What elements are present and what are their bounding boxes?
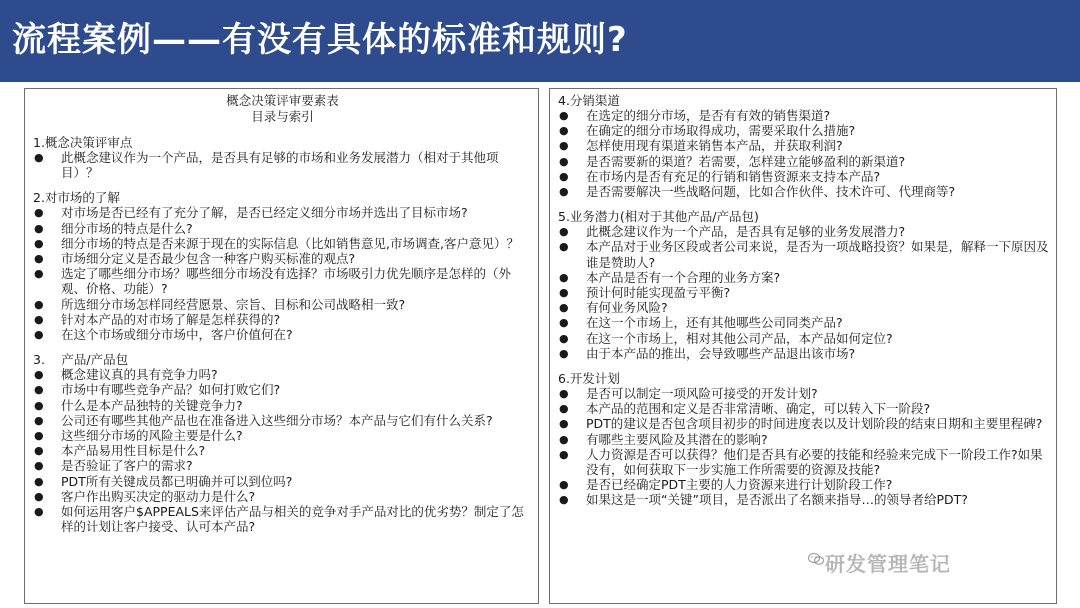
item-text: 细分市场的特点是否来源于现在的实际信息（比如销售意见,市场调查,客户意见）？ bbox=[61, 235, 519, 251]
right-panel bbox=[549, 88, 1057, 604]
header-line2: 目录与索引 bbox=[251, 109, 314, 124]
bullet-icon: ● bbox=[559, 185, 569, 199]
item-text: 是否已经确定PDT主要的人力资源来进行计划阶段工作? bbox=[586, 477, 893, 493]
list-item bbox=[33, 489, 532, 504]
list-item bbox=[33, 297, 532, 312]
list-item bbox=[33, 236, 532, 251]
list-item bbox=[558, 154, 1050, 169]
item-text: 在这个市场或细分市场中，客户价值何在? bbox=[61, 327, 293, 343]
item-text: 是否需要解决一些战略问题，比如合作伙伴、技术许可、代理商等? bbox=[586, 184, 956, 200]
list-item bbox=[33, 205, 532, 220]
left-header bbox=[33, 93, 532, 125]
list-item bbox=[558, 331, 1050, 346]
bullet-icon: ● bbox=[34, 297, 44, 311]
list-item bbox=[33, 398, 532, 413]
item-text: 有何业务风险? bbox=[586, 300, 668, 316]
bullet-icon: ● bbox=[559, 124, 569, 138]
item-text: 预计何时能实现盈亏平衡? bbox=[586, 285, 731, 301]
list-item bbox=[558, 285, 1050, 300]
bullet-icon: ● bbox=[34, 383, 44, 397]
bullet-icon: ● bbox=[559, 316, 569, 330]
bullet-icon: ● bbox=[559, 139, 569, 153]
bullet-icon: ● bbox=[34, 221, 44, 235]
item-text: 市场中有哪些竞争产品？如何打败它们? bbox=[61, 382, 281, 398]
bullet-icon: ● bbox=[34, 505, 44, 519]
bullet-icon: ● bbox=[559, 286, 569, 300]
section-list bbox=[33, 150, 532, 180]
bullet-icon: ● bbox=[559, 225, 569, 239]
item-text: 本产品易用性目标是什么? bbox=[61, 443, 206, 459]
item-text: 有哪些主要风险及其潜在的影响? bbox=[586, 431, 768, 447]
item-text: 此概念建议作为一个产品，是否具有足够的市场和业务发展潜力（相对于其他项目）？ bbox=[61, 150, 499, 181]
item-text: 公司还有哪些其他产品也在准备进入这些细分市场？本产品与它们有什么关系? bbox=[61, 412, 493, 428]
list-item bbox=[558, 315, 1050, 330]
section-list bbox=[33, 367, 532, 534]
list-item bbox=[558, 224, 1050, 239]
bullet-icon: ● bbox=[559, 154, 569, 168]
list-item bbox=[558, 138, 1050, 153]
list-item bbox=[33, 312, 532, 327]
list-item bbox=[33, 266, 532, 296]
item-text: 所选细分市场怎样同经营愿景、宗旨、目标和公司战略相一致? bbox=[61, 296, 406, 312]
item-text: 本产品是否有一个合理的业务方案? bbox=[586, 269, 781, 285]
watermark-text: 研发管理笔记 bbox=[825, 552, 951, 576]
bullet-icon: ● bbox=[34, 474, 44, 488]
item-text: 本产品的范围和定义是否非常清晰、确定，可以转入下一阶段? bbox=[586, 401, 931, 417]
list-item bbox=[558, 401, 1050, 416]
bullet-icon: ● bbox=[34, 328, 44, 342]
list-item bbox=[33, 443, 532, 458]
list-item bbox=[33, 504, 532, 534]
item-text: 客户作出购买决定的驱动力是什么? bbox=[61, 488, 256, 504]
bullet-icon: ● bbox=[559, 387, 569, 401]
bullet-icon: ● bbox=[559, 301, 569, 315]
section-title: 1.概念决策评审点 bbox=[33, 135, 133, 150]
bullet-icon: ● bbox=[559, 447, 569, 461]
list-item bbox=[558, 270, 1050, 285]
section-list bbox=[558, 224, 1050, 361]
section-list bbox=[558, 386, 1050, 508]
list-item bbox=[33, 474, 532, 489]
item-text: 是否需要新的渠道？若需要，怎样建立能够盈利的新渠道? bbox=[586, 153, 906, 169]
item-text: 在这一个市场上，还有其他哪些公司同类产品? bbox=[586, 315, 843, 331]
header-line1: 概念决策评审要素表 bbox=[226, 93, 339, 108]
item-text: 什么是本产品独特的关键竞争力? bbox=[61, 397, 243, 413]
item-text: 针对本产品的对市场了解是怎样获得的? bbox=[61, 311, 281, 327]
list-item bbox=[558, 477, 1050, 492]
bullet-icon: ● bbox=[34, 413, 44, 427]
list-item bbox=[33, 221, 532, 236]
item-text: 如何运用客户$APPEALS来评估产品与相关的竞争对手产品对比的优劣势？制定了怎样的计划让客户接受、认可本产品? bbox=[61, 504, 524, 535]
list-item bbox=[33, 327, 532, 342]
list-item bbox=[33, 150, 532, 180]
item-text: 在确定的细分市场取得成功，需要采取什么措施? bbox=[586, 123, 856, 139]
item-text: 是否可以制定一项风险可接受的开发计划? bbox=[586, 386, 818, 402]
list-item bbox=[33, 251, 532, 266]
bullet-icon: ● bbox=[559, 432, 569, 446]
bullet-icon: ● bbox=[559, 402, 569, 416]
bullet-icon: ● bbox=[559, 169, 569, 183]
section-title: 4.分销渠道 bbox=[558, 93, 620, 108]
title-bar bbox=[0, 0, 1080, 82]
list-item bbox=[558, 184, 1050, 199]
item-text: 如果这是一项“关键”项目，是否派出了名额来指导…的领导者给PDT? bbox=[586, 492, 968, 508]
item-text: 本产品对于业务区段或者公司来说，是否为一项战略投资？如果是，解释一下原因及谁是赞助人? bbox=[586, 239, 1049, 270]
list-item bbox=[33, 413, 532, 428]
item-text: 是否验证了客户的需求? bbox=[61, 458, 193, 474]
list-item bbox=[558, 123, 1050, 138]
list-item bbox=[558, 169, 1050, 184]
item-text: 市场细分定义是否最少包含一种客户购买标准的观点? bbox=[61, 251, 356, 267]
page-title: 流程案例——有没有具体的标准和规则? bbox=[12, 20, 628, 60]
list-item bbox=[558, 108, 1050, 123]
bullet-icon: ● bbox=[34, 206, 44, 220]
item-text: PDT的建议是否包含项目初步的时间进度表以及计划阶段的结束日期和主要里程碑? bbox=[586, 416, 1043, 432]
section-title: 6.开发计划 bbox=[558, 371, 620, 387]
item-text: 怎样使用现有渠道来销售本产品，并获取利润? bbox=[586, 138, 843, 154]
list-item bbox=[558, 416, 1050, 431]
section-list bbox=[558, 108, 1050, 199]
bullet-icon: ● bbox=[559, 493, 569, 507]
bullet-icon: ● bbox=[559, 478, 569, 492]
bullet-icon: ● bbox=[559, 270, 569, 284]
bullet-icon: ● bbox=[34, 429, 44, 443]
list-item bbox=[558, 239, 1050, 269]
item-text: 对市场是否已经有了充分了解，是否已经定义细分市场并选出了目标市场? bbox=[61, 205, 468, 221]
item-text: 在市场内是否有充足的行销和销售资源来支持本产品? bbox=[586, 168, 881, 184]
bullet-icon: ● bbox=[559, 240, 569, 254]
item-text: 在这一个市场上，相对其他公司产品，本产品如何定位? bbox=[586, 330, 893, 346]
bullet-icon: ● bbox=[34, 236, 44, 250]
section-list bbox=[33, 205, 532, 342]
list-item bbox=[558, 492, 1050, 507]
list-item bbox=[558, 346, 1050, 361]
bullet-icon: ● bbox=[559, 417, 569, 431]
bullet-icon: ● bbox=[34, 312, 44, 326]
item-text: 此概念建议作为一个产品，是否具有足够的业务发展潜力? bbox=[586, 224, 906, 240]
item-text: 概念建议真的具有竞争力吗? bbox=[61, 367, 218, 383]
list-item bbox=[558, 447, 1050, 477]
item-text: 选定了哪些细分市场？哪些细分市场没有选择？市场吸引力优先顺序是怎样的（外观、价格、功能）? bbox=[61, 266, 512, 297]
bullet-icon: ● bbox=[34, 398, 44, 412]
bullet-icon: ● bbox=[559, 109, 569, 122]
bullet-icon: ● bbox=[34, 459, 44, 473]
bullet-icon: ● bbox=[34, 267, 44, 281]
bullet-icon: ● bbox=[559, 331, 569, 345]
item-text: 人力资源是否可以获得？他们是否具有必要的技能和经验来完成下一阶段工作?如果没有，如何获取下一步实施工作所需要的资源及技能? bbox=[586, 446, 1043, 478]
item-text: 细分市场的特点是什么? bbox=[61, 220, 193, 236]
bullet-icon: ● bbox=[559, 346, 569, 360]
list-item bbox=[558, 432, 1050, 447]
left-panel bbox=[24, 88, 539, 604]
bullet-icon: ● bbox=[34, 489, 44, 503]
bullet-icon: ● bbox=[34, 368, 44, 382]
list-item bbox=[33, 367, 532, 382]
section-title: 3. 产品/产品包 bbox=[33, 352, 129, 368]
item-text: 由于本产品的推出，会导致哪些产品退出该市场? bbox=[586, 345, 856, 361]
bullet-icon: ● bbox=[34, 151, 44, 164]
list-item bbox=[558, 386, 1050, 401]
item-text: 在选定的细分市场，是否有有效的销售渠道? bbox=[586, 108, 831, 123]
section-title: 5.业务潜力(相对于其他产品/产品包) bbox=[558, 209, 759, 225]
list-item bbox=[33, 382, 532, 397]
list-item bbox=[33, 428, 532, 443]
list-item bbox=[558, 300, 1050, 315]
section-title: 2.对市场的了解 bbox=[33, 190, 120, 206]
wechat-icon bbox=[808, 552, 824, 566]
bullet-icon: ● bbox=[34, 444, 44, 458]
bullet-icon: ● bbox=[34, 252, 44, 266]
item-text: 这些细分市场的风险主要是什么? bbox=[61, 428, 243, 444]
item-text: PDT所有关键成员都已明确并可以到位吗? bbox=[61, 473, 293, 489]
list-item bbox=[33, 458, 532, 473]
